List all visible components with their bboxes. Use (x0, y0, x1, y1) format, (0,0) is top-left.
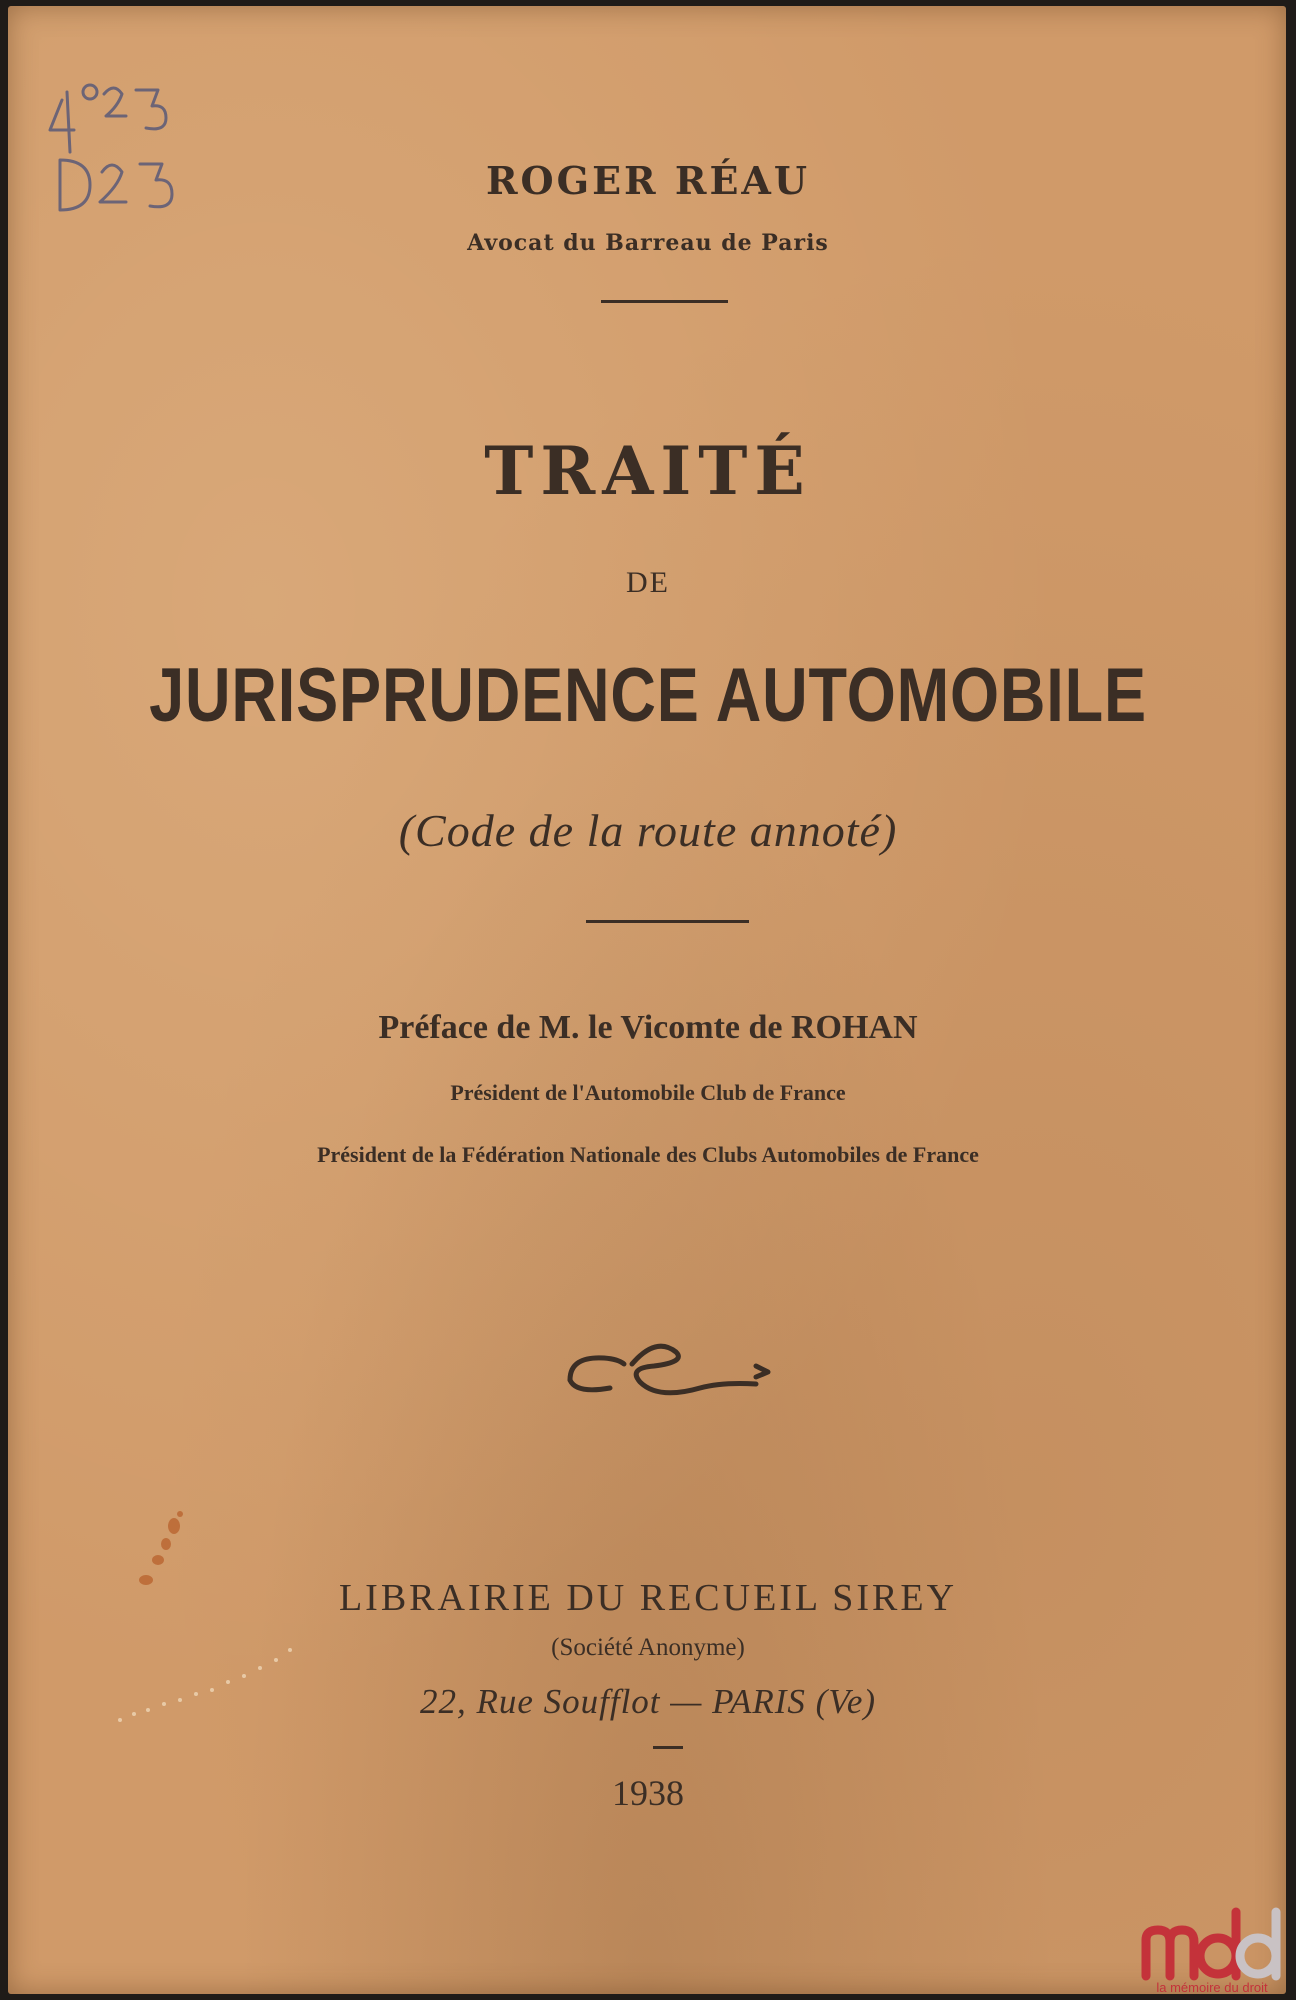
subtitle: (Code de la route annoté) (398, 805, 898, 856)
rust-stain (128, 1508, 198, 1598)
flourish-ornament-icon (560, 1330, 780, 1400)
divider-rule (601, 300, 728, 303)
publisher-company: (Société Anonyme) (551, 1634, 745, 1661)
publisher-address: 22, Rue Soufflot — PARIS (Ve) (419, 1682, 877, 1721)
title-line-2: DE (626, 566, 670, 599)
title-line-3: JURISPRUDENCE AUTOMOBILE (149, 653, 1147, 738)
preface-line: Préface de M. le Vicomte de ROHAN (378, 1009, 918, 1046)
divider-rule (586, 920, 749, 923)
mdd-logo-icon (1138, 1894, 1286, 1994)
handwritten-shelfmark (40, 60, 200, 230)
short-dash-rule (653, 1746, 683, 1749)
preface-role-1: Président de l'Automobile Club de France (450, 1080, 846, 1105)
author-title: Avocat du Barreau de Paris (467, 230, 829, 256)
author-name: ROGER RÉAU (485, 158, 811, 203)
publication-year: 1938 (612, 1773, 684, 1813)
publisher-name: LIBRAIRIE DU RECUEIL SIREY (338, 1577, 958, 1619)
paper-wear-dots (110, 1640, 300, 1730)
watermark-tagline: la mémoire du droit (1156, 1980, 1268, 1995)
preface-role-2: Président de la Fédération Nationale des Clubs Automobiles de France (317, 1142, 979, 1167)
title-line-1: TRAITÉ (484, 432, 812, 510)
